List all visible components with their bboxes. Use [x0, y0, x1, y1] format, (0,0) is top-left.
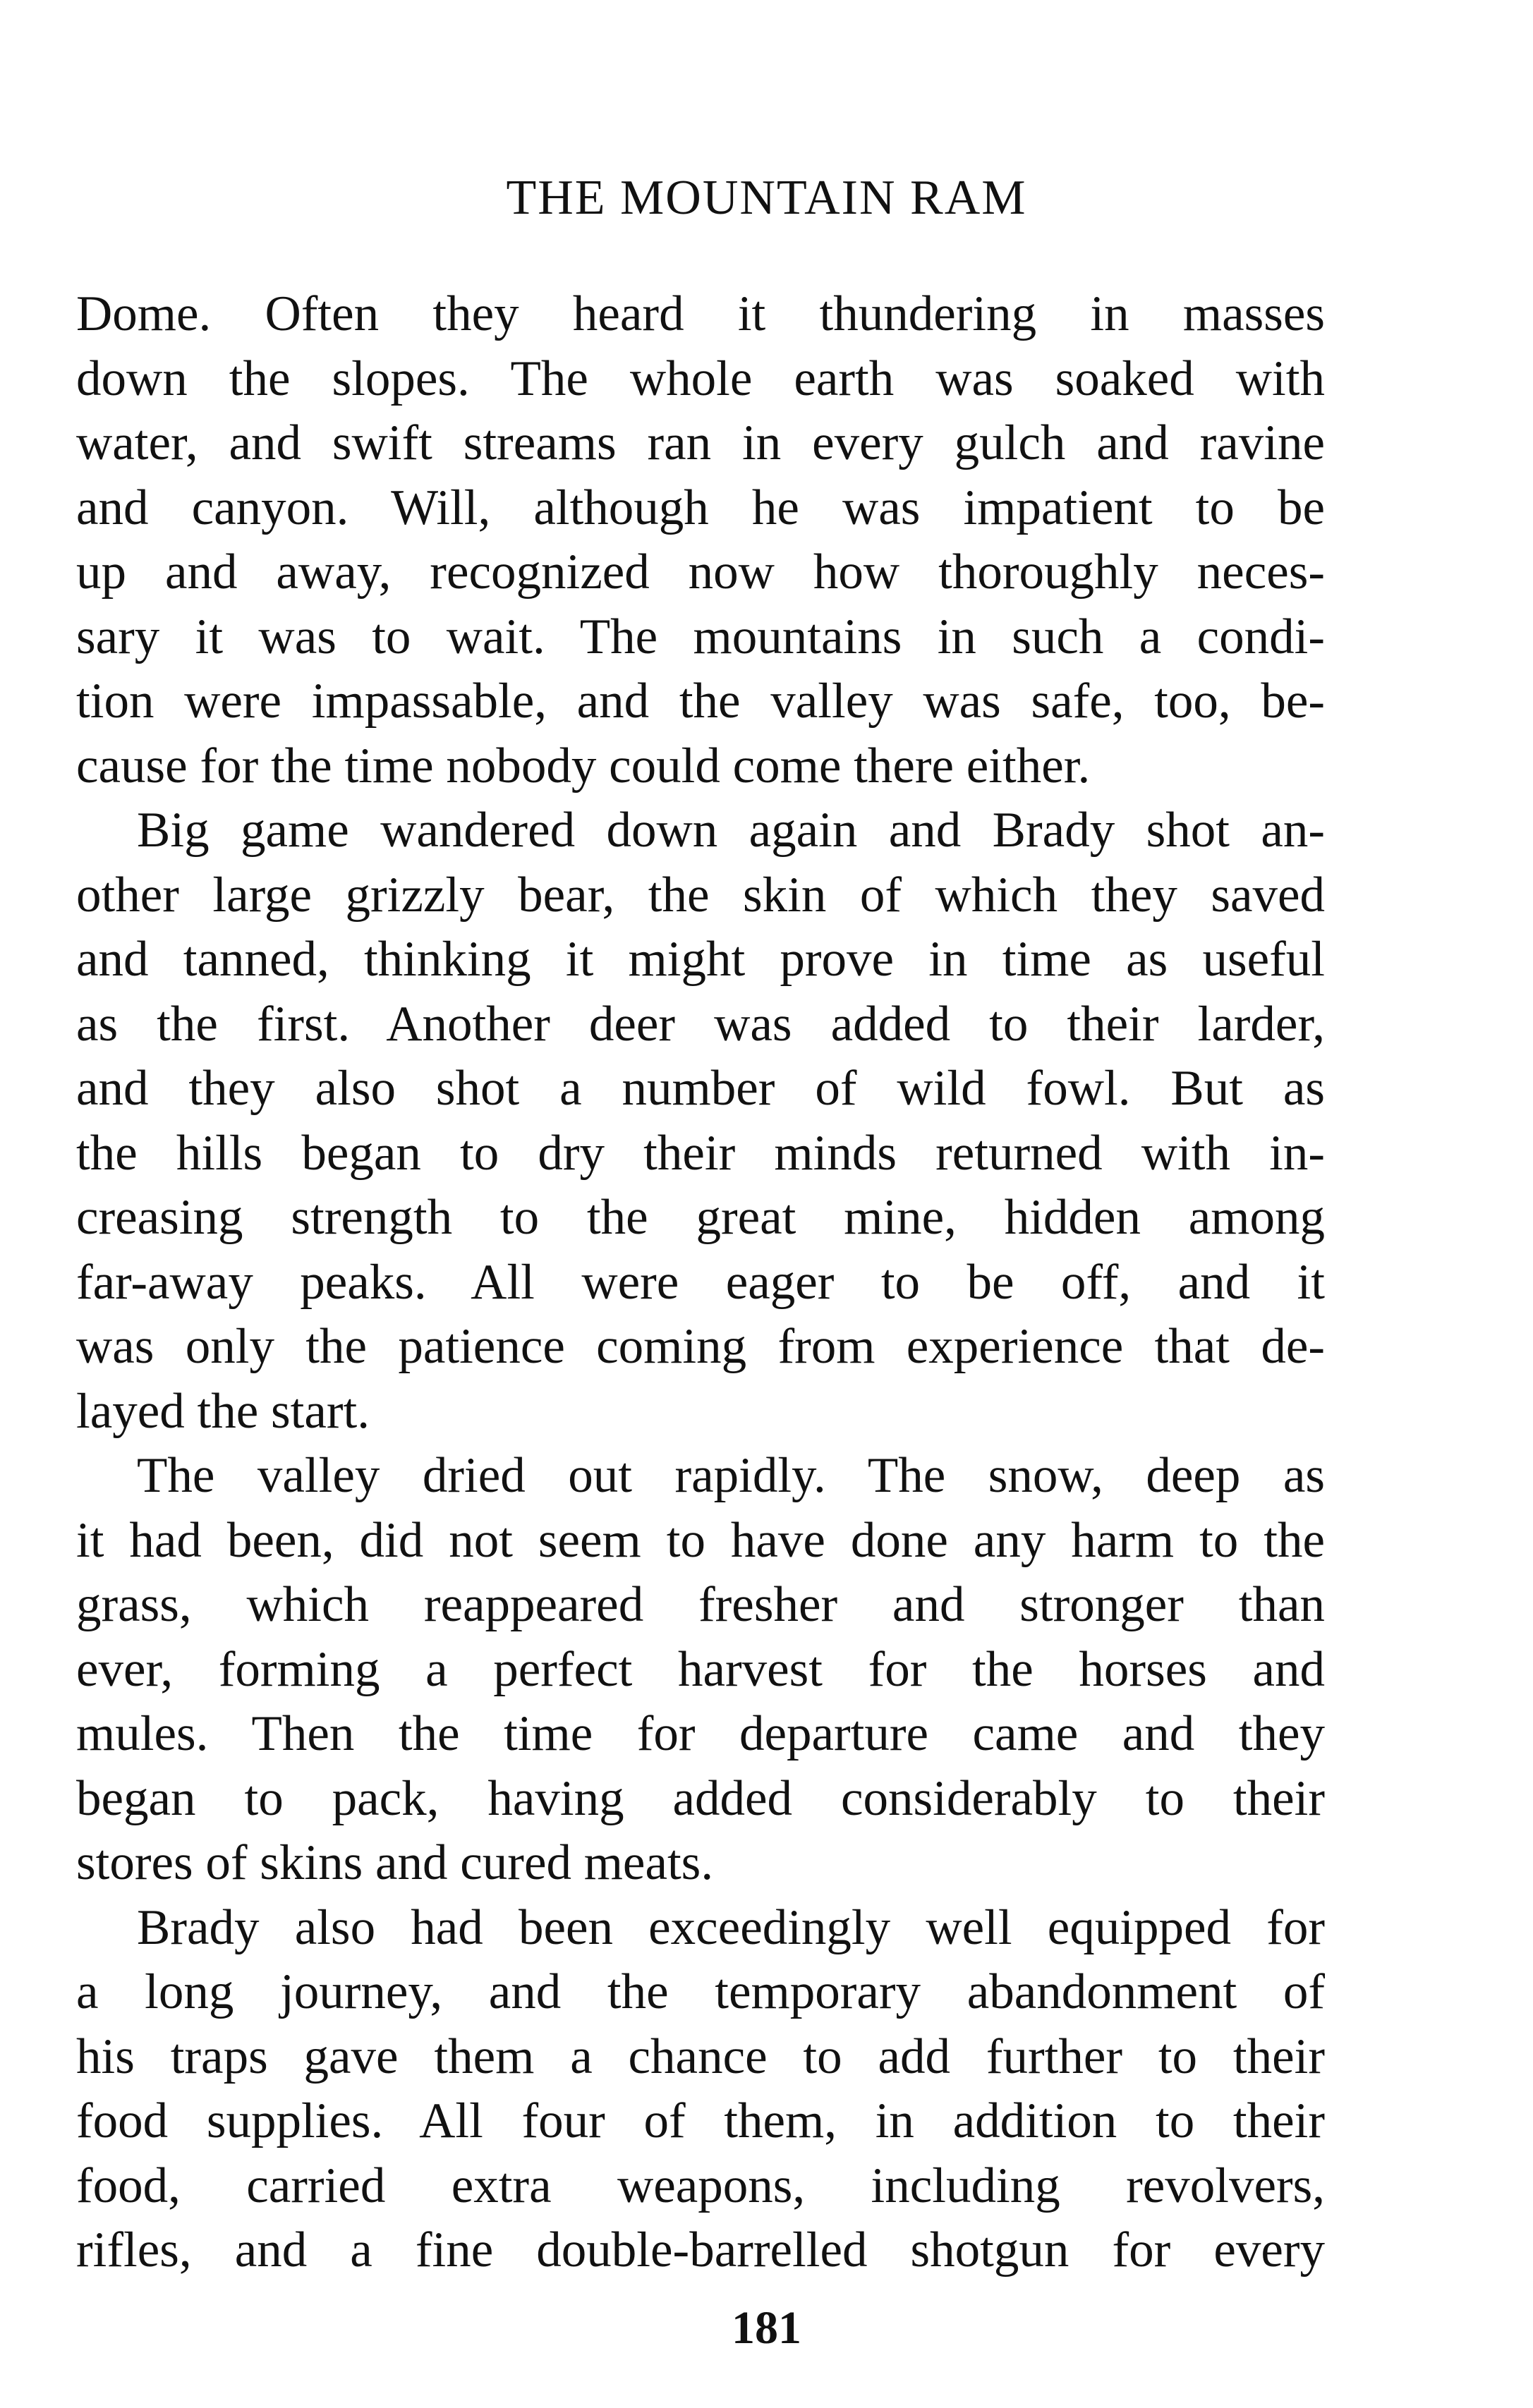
- paragraph-3: [76, 1444, 1325, 1896]
- paragraph-1: [76, 282, 1325, 798]
- text-line: the hills began to dry their minds returned with in-: [76, 1125, 1325, 1181]
- text-line: grass, which reappeared fresher and stronger than: [76, 1577, 1325, 1632]
- text-line: up and away, recognized now how thoroughly neces-: [76, 545, 1325, 600]
- text-line: creasing strength to the great mine, hidden among: [76, 1190, 1325, 1245]
- text-line: and canyon. Will, although he was impatient to be: [76, 480, 1325, 535]
- text-line: cause for the time nobody could come there either.: [76, 738, 1091, 793]
- text-line: began to pack, having added considerably to their: [76, 1770, 1325, 1826]
- text-line: rifles, and a fine double-barrelled shotgun for every: [76, 2222, 1325, 2278]
- text-line: mules. Then the time for departure came and they: [76, 1706, 1325, 1761]
- text-line: far-away peaks. All were eager to be off, and it: [76, 1254, 1325, 1310]
- running-head: THE MOUNTAIN RAM: [506, 171, 1027, 225]
- text-line: food supplies. All four of them, in addition to their: [76, 2093, 1325, 2148]
- text-line: as the first. Another deer was added to their larder,: [76, 996, 1325, 1052]
- paragraph-4: [76, 1896, 1325, 2283]
- body-text: [76, 282, 1325, 2283]
- text-line: The valley dried out rapidly. The snow, deep as: [137, 1448, 1325, 1503]
- text-line: ever, forming a perfect harvest for the horses and: [76, 1641, 1325, 1697]
- text-line: Dome. Often they heard it thundering in masses: [76, 286, 1325, 341]
- text-line: a long journey, and the temporary abandonment of: [76, 1964, 1325, 2019]
- text-line: tion were impassable, and the valley was safe, too, be-: [76, 674, 1325, 729]
- paragraph-2: [76, 798, 1325, 1444]
- text-line: it had been, did not seem to have done any harm to the: [76, 1512, 1325, 1568]
- text-line: was only the patience coming from experience that de-: [76, 1319, 1325, 1374]
- text-line: and tanned, thinking it might prove in time as useful: [76, 932, 1325, 987]
- text-line: down the slopes. The whole earth was soaked with: [76, 351, 1325, 406]
- text-line: sary it was to wait. The mountains in such a condi-: [76, 609, 1325, 664]
- text-line: Big game wandered down again and Brady shot an-: [137, 803, 1325, 858]
- text-line: layed the start.: [76, 1383, 370, 1439]
- text-line: other large grizzly bear, the skin of which they saved: [76, 867, 1325, 923]
- text-line: stores of skins and cured meats.: [76, 1835, 714, 1890]
- text-line: water, and swift streams ran in every gulch and ravine: [76, 415, 1325, 470]
- text-line: food, carried extra weapons, including revolvers,: [76, 2158, 1325, 2213]
- text-line: Brady also had been exceedingly well equipped for: [137, 1899, 1325, 1955]
- text-line: his traps gave them a chance to add further to their: [76, 2029, 1325, 2084]
- text-line: and they also shot a number of wild fowl. But as: [76, 1061, 1325, 1116]
- page-number: 181: [732, 2302, 801, 2354]
